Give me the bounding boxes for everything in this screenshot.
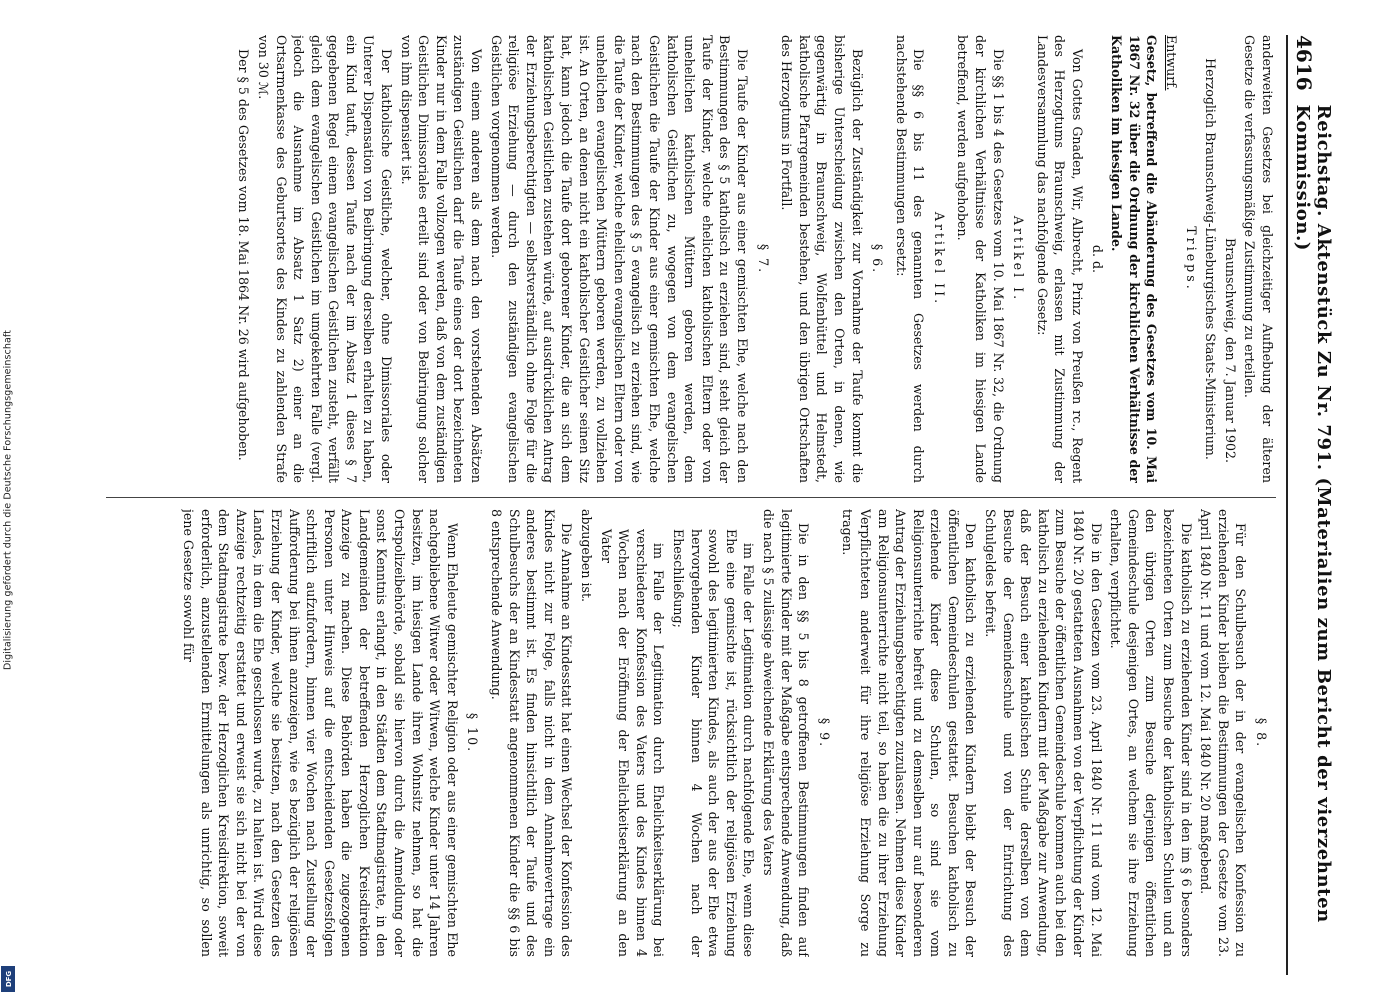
side-credit xyxy=(0,0,16,1000)
article-heading: Artikel I. xyxy=(1011,215,1027,303)
section-heading: § 7. xyxy=(755,243,771,275)
place-date: Braunschweig, den 7. Januar 1902. xyxy=(1222,238,1238,463)
paragraph: Die katholisch zu erziehenden Kinder sind in den im § 6 besonders bezeichneten Orten zum Besuche der katholischen Schulen und an den übrigen Orten zum Besuche derjenigen öffentlichen Gemeindeschule desjenigen Ortes, an welchem sie ihre Erziehung erhalten, verpflichtet. xyxy=(1108,509,1194,957)
ministry-name: Herzoglich Braunschweig-Lüneburgisches Staats-Ministerium. xyxy=(1203,58,1219,460)
section-heading: § 6. xyxy=(870,243,886,275)
page-header xyxy=(1286,35,1334,975)
paragraph: abzugeben ist. xyxy=(579,509,595,603)
law-title: Gesetz, betreffend die Abänderung des Gesetzes vom 10. Mai 1867 Nr. 32 über die Ordnung der kirchlichen Verhältnisse der Katholiken im hiesigen Lande. xyxy=(1109,35,1160,483)
paragraph: Die §§ 6 bis 11 des genannten Gesetzes werden durch nachstehende Bestimmungen ersetzt: xyxy=(893,35,927,483)
running-title: Reichstag. Aktenstück Zu Nr. 791. (Materialien zum Bericht der vierzehnten Kommission.) xyxy=(1292,104,1334,923)
preamble: Von Gottes Gnaden, Wir, Albrecht, Prinz von Preußen rc., Regent des Herzogtums Braunschweig, erlassen mit Zustimmung der Landesversammlung das nachfolgende Gesetz: xyxy=(1034,35,1086,483)
paragraph: Der § 5 des Gesetzes vom 18. Mai 1864 Nr. 26 wird aufgehoben. xyxy=(236,49,252,461)
section-heading: § 8. xyxy=(1254,717,1269,749)
left-column xyxy=(86,35,1276,483)
page-number: 4616 xyxy=(1292,35,1316,91)
paragraph: anderweiten Gesetzes bei gleichzeitiger Aufhebung der älteren Gesetze die verfassungsmäßige Zustimmung zu erteilen. xyxy=(1242,35,1275,483)
paragraph: Die §§ 1 bis 4 des Gesetzes vom 10. Mai 1867 Nr. 32, die Ordnung der kirchlichen Verhältnisse der Katholiken im hiesigen Lande betreffend, werden aufgehoben. xyxy=(955,35,1006,483)
paragraph: Die in den §§ 5 bis 8 getroffenen Bestimmungen finden auf legitimierte Kinder mit der Maßgabe entsprechende Anwendung, daß die nach § 5 zulässige abweichende Erklärung des Vaters xyxy=(760,509,812,957)
article-heading: Artikel II. xyxy=(931,211,947,307)
section-heading: § 10. xyxy=(465,712,481,754)
rotated-document-page xyxy=(80,35,1334,975)
digitization-credit: Digitalisierung gefördert durch die Deutsche Forschungsgemeinschaft xyxy=(2,330,14,670)
paragraph: Der katholische Geistliche, welcher, ohne Dimissoriales oder Unterer Dispensation von Beibringung derselben erhalten zu haben, ein Kind tauft, dessen Taufe nach der im Absatz 1 dieses § 7 gegebenen Regel einem evangelischen Geistlichen zusteht, verfällt gleich dem evangelischen Geistlichen im umgekehrten Falle (vergl. jedoch die Ausnahme im Absatz 1 Satz 2) einer an die Ortsarmenkasse des Geburtsortes des Kindes zu zahlenden Strafe von 30 ℳ. xyxy=(255,35,395,483)
paragraph: im Falle der Legitimation durch Ehelichkeitserklärung bei verschiedener Konfession des Vaters und des Kindes binnen 4 Wochen nach der Eröffnung der Ehelichkeitserklärung an den Vater xyxy=(598,529,667,957)
paragraph: Für den Schulbesuch der in der evangelischen Konfession zu erziehenden Kinder bleiben die Bestimmungen der Gesetze vom 23. April 1840 Nr. 11 und vom 12. Mai 1840 Nr. 20 maßgebend. xyxy=(1198,509,1249,957)
paragraph: im Falle der Legitimation durch nachfolgende Ehe, wenn diese Ehe eine gemischte ist, rücksichtlich der religiösen Erziehung sowohl des legitimierten Kindes, als auch der aus der Ehe etwa hervorgehenden Kinder binnen 4 Wochen nach der Eheschließung; xyxy=(671,529,757,957)
paragraph: Wenn Eheleute gemischter Religion oder aus einer gemischten Ehe nachgebliebene Witwer oder Witwen, welche Kinder unter 14 Jahren besitzen, im hiesigen Lande ihren Wohnsitz nehmen, so hat die Ortspolizeibehörde, sobald sie hiervon durch die Anmeldung oder sonst Kenntnis erlangt, in den Städten dem Stadtmagistrate, in den Landgemeinden der betreffenden Herzoglichen Kreisdirektion Anzeige zu machen. Diese Behörden haben die zugezogenen Personen unter Hinweis auf die entscheidenden Gesetzesfolgen schriftlich aufzufordern, binnen vier Wochen nach Zustellung der Aufforderung bei ihnen anzuzeigen, wie es bezüglich der religiösen Erziehung der Kinder, welche sie besitzen, nach den Gesetzen des Landes, in dem die Ehe geschlossen wurde, zu halten ist. Wird diese Anzeige rechtzeitig erstattet und erweist sie sich nicht bei der von dem Stadtmagistrate bezw. der Herzoglichen Kreisdirektion, soweit erforderlich, anzustellenden Ermittelungen als unrichtig, so sollen jene Gesetze sowohl für xyxy=(180,509,460,957)
draft-label: Entwurf. xyxy=(1164,35,1180,91)
dfg-logo xyxy=(1,966,15,992)
signature: Trieps. xyxy=(1183,226,1199,292)
paragraph: Die Taufe der Kinder aus einer gemischten Ehe, welche nach den Bestimmungen des § 5 katholisch zu erziehen sind, steht gleich der Taufe der Kinder, welche ehelichen katholischen Eltern oder von unehelichen katholischen Müttern geboren werden, dem katholischen Geistlichen zu, wogegen von dem evangelischen Geistlichen die Taufe der Kinder aus einer gemischten Ehe, welche nach den Bestimmungen des § 5 evangelisch zu erziehen sind, wie die Taufe der Kinder, welche ehelichen evangelischen Eltern oder von unehelichen evangelischen Müttern geboren werden, zu vollziehen ist. An Orten, an denen nicht ein katholischer Geistlicher seinen Sitz hat, kann jedoch die Taufe dort geborener Kinder, die an sich dem katholischen Geistlichen zustehen würde, auf ausdrücklichen Antrag der Erziehungsberechtigten — selbstverständlich ohne Folge für die religiöse Erziehung — durch den zuständigen evangelischen Geistlichen vorgenommen werden. xyxy=(488,35,750,483)
paragraph: Den katholisch zu erziehenden Kindern bleibt der Besuch der öffentlichen Gemeindeschulen gestattet. Besuchen katholisch zu erziehende Kinder diese Schulen, so sind sie vom Religionsunterrichte befreit und zu demselben nur auf besonderen Antrag der Erziehungsberechtigten zuzulassen. Nehmen diese Kinder am Religionsunterrichte nicht teil, so haben die zu ihrer Erziehung Verpflichteten anderweit für ihre religiöse Erziehung Sorge zu tragen. xyxy=(840,509,979,957)
dated-mark: d. d. xyxy=(1089,244,1105,274)
paragraph: Von einem anderen als dem nach den vorstehenden Absätzen zuständigen Geistlichen darf die Taufe eines der dort bezeichneten Kinder nur in dem Falle vollzogen werden, daß von dem zuständigen Geistlichen Dimissoriales erteilt sind oder von Beibringung solcher von ihm dispensiert ist. xyxy=(398,35,485,483)
dfg-logo-text: DFG xyxy=(5,970,14,988)
paragraph: Die Annahme an Kindesstatt hat einen Wechsel der Konfession des Kindes nicht zur Folge, falls nicht in dem Annahmevertrage ein anderes bestimmt ist. Es finden hinsichtlich der Taufe und des Schulbesuchs der an Kindesstatt angenommenen Kinder die §§ 6 bis 8 entsprechende Anwendung. xyxy=(489,509,575,957)
paragraph: Die in den Gesetzen vom 23. April 1840 Nr. 11 und vom 12. Mai 1840 Nr. 20 gestatteten Ausnahmen von der Verpflichtung der Kinder zum Besuche der öffentlichen Gemeindeschule kommen auch bei den katholisch zu erziehenden Kindern mit der Maßgabe zur Anwendung, daß der Besuch einer katholischen Schule derselben von dem Besuche der Gemeindeschule und von der Entrichtung des Schulgeldes befreit. xyxy=(983,509,1104,957)
section-heading: § 9. xyxy=(816,717,832,749)
right-column xyxy=(86,509,1276,957)
column-divider xyxy=(106,497,1276,498)
paragraph: Bezüglich der Zuständigkeit zur Vornahme der Taufe kommt die bisherige Unterscheidung zwischen den Orten, in denen, wie gegenwärtig in Braunschweig, Wolfenbüttel und Helmstedt, katholische Pfarrgemeinden bestehen, und den übrigen Ortschaften des Herzogtums in Fortfall. xyxy=(779,35,865,483)
